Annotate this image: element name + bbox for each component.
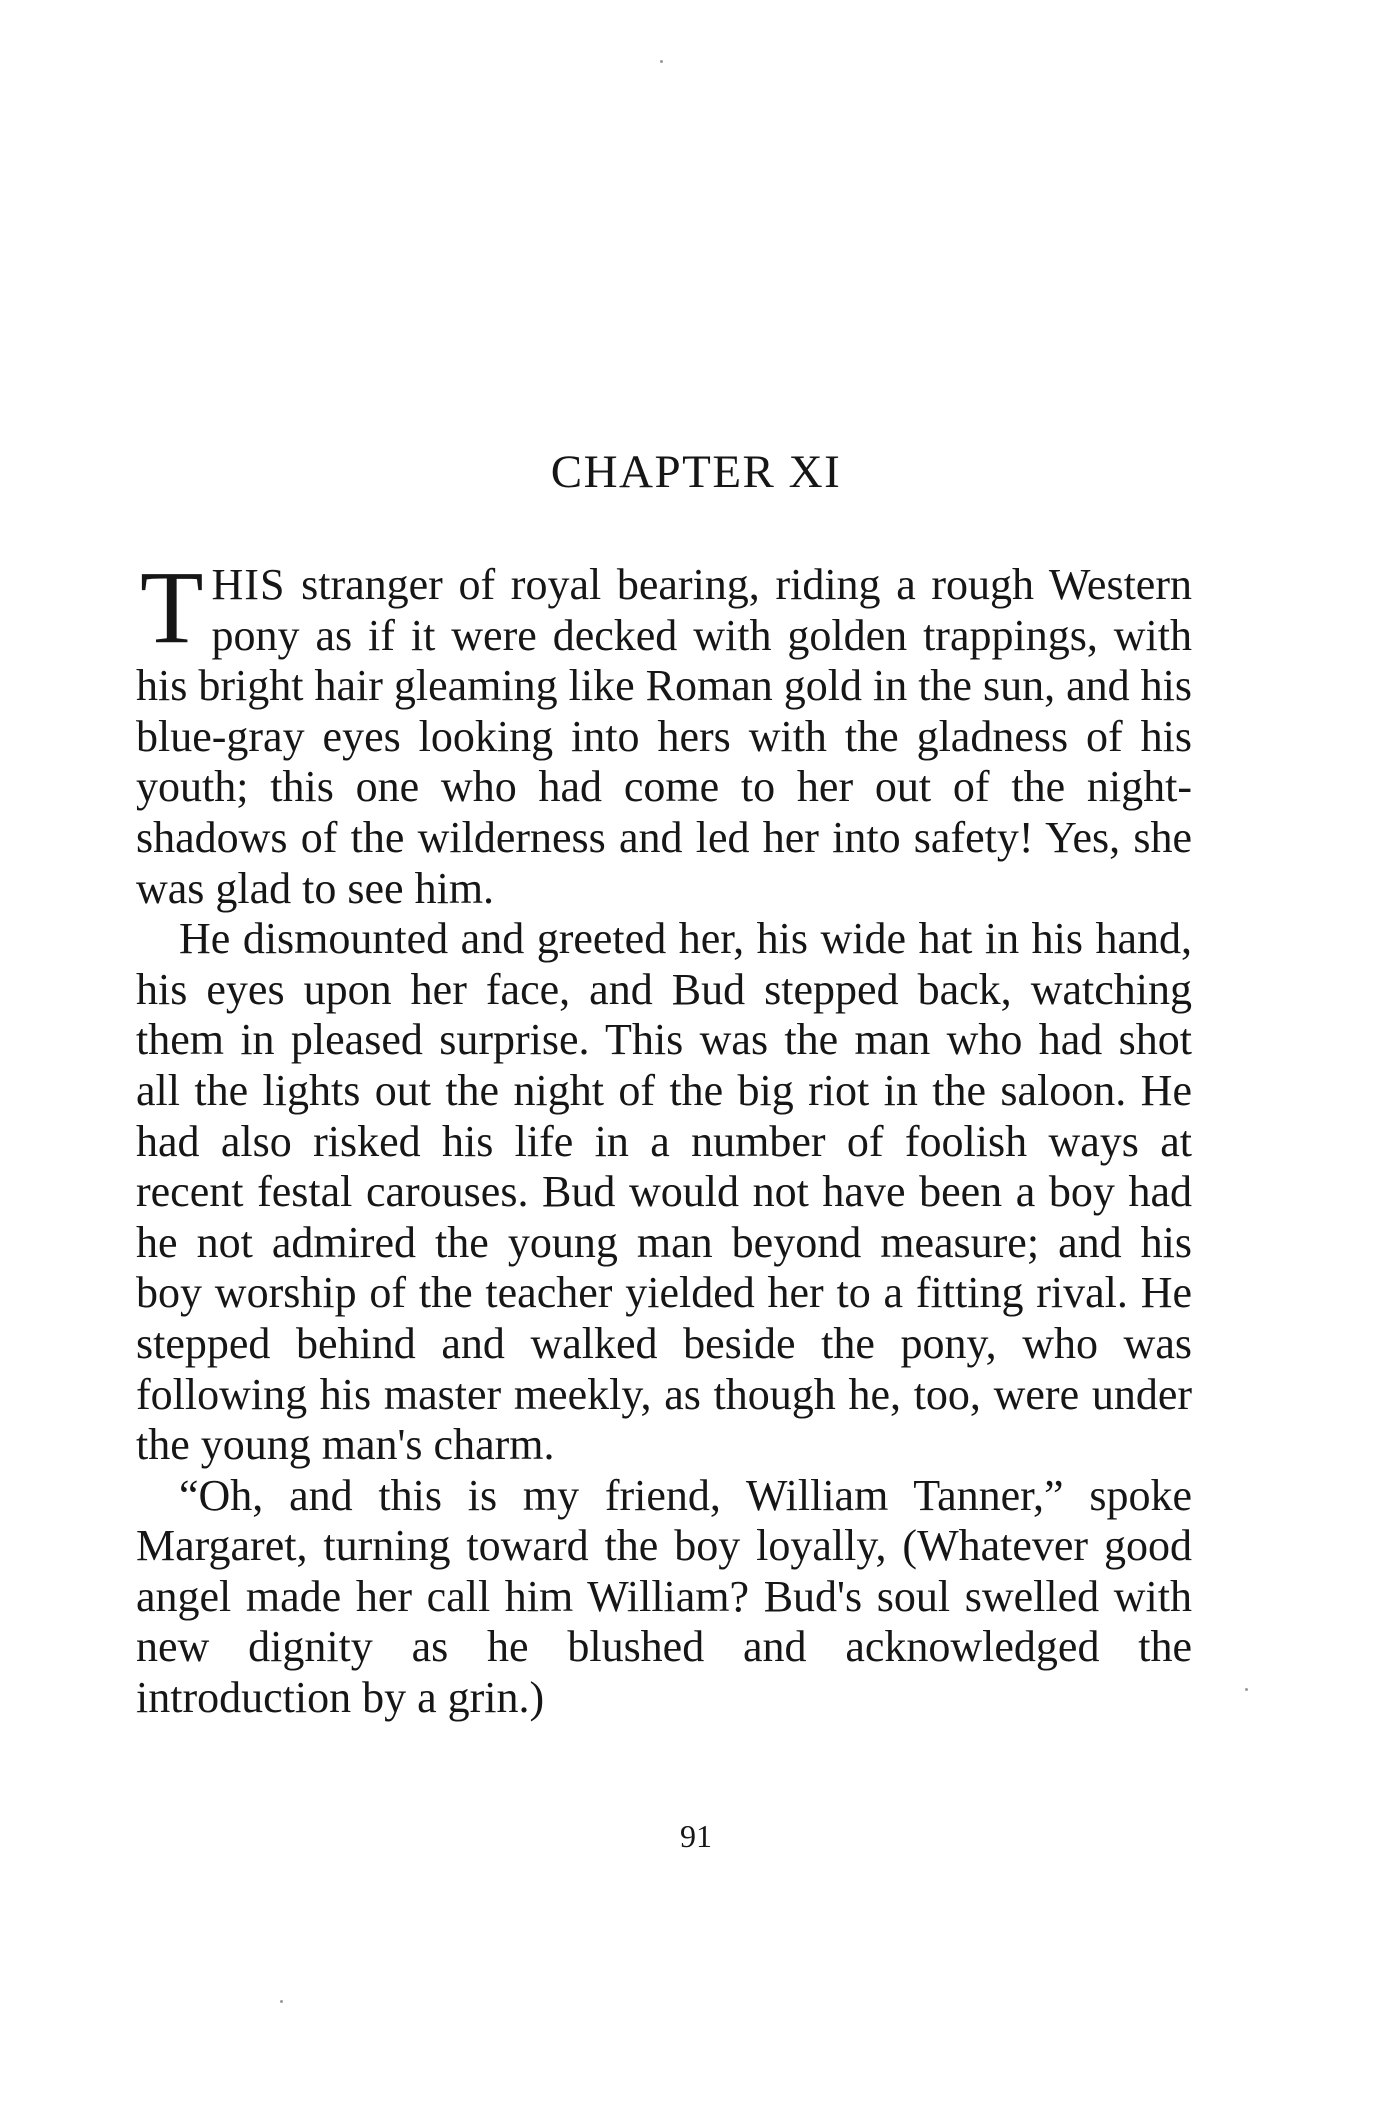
scan-speck xyxy=(660,60,663,63)
paragraph-1-text: stranger of royal bearing, riding a rough Western pony as if it were decked with golden trappings, with his bright hair gleaming like Roman gold in the sun, and his blue-gray eyes looking into hers with the gladness of his youth; this one who had come to her out of the night-shadows of the wilderness and led her into safety! Yes, she was glad to see him. xyxy=(136,560,1192,913)
chapter-title: CHAPTER XI xyxy=(550,446,842,498)
scan-speck xyxy=(1245,1688,1248,1691)
drop-cap: T xyxy=(140,550,204,665)
paragraph-1 xyxy=(136,550,1192,914)
paragraph-3: “Oh, and this is my friend, William Tanner,” spoke Margaret, turning toward the boy loyally, (Whatever good angel made her call him William? Bud's soul swelled with new dignity as he blushed and acknowledged the introduction by a grin.) xyxy=(136,1470,1192,1723)
scan-speck xyxy=(280,2000,283,2003)
body-text xyxy=(136,550,1192,1724)
page-number: 91 xyxy=(680,1818,712,1854)
paragraph-2: He dismounted and greeted her, his wide hat in his hand, his eyes upon her face, and Bud stepped back, watching them in pleased surprise. This was the man who had shot all the lights out the night of the big riot in the saloon. He had also risked his life in a number of foolish ways at recent festal carouses. Bud would not have been a boy had he not admired the young man beyond measure; and his boy worship of the teacher yielded her to a fitting rival. He stepped behind and walked beside the pony, who was following his master meekly, as though he, too, were under the young man's charm. xyxy=(136,914,1192,1470)
lead-caps: HIS xyxy=(211,560,286,609)
